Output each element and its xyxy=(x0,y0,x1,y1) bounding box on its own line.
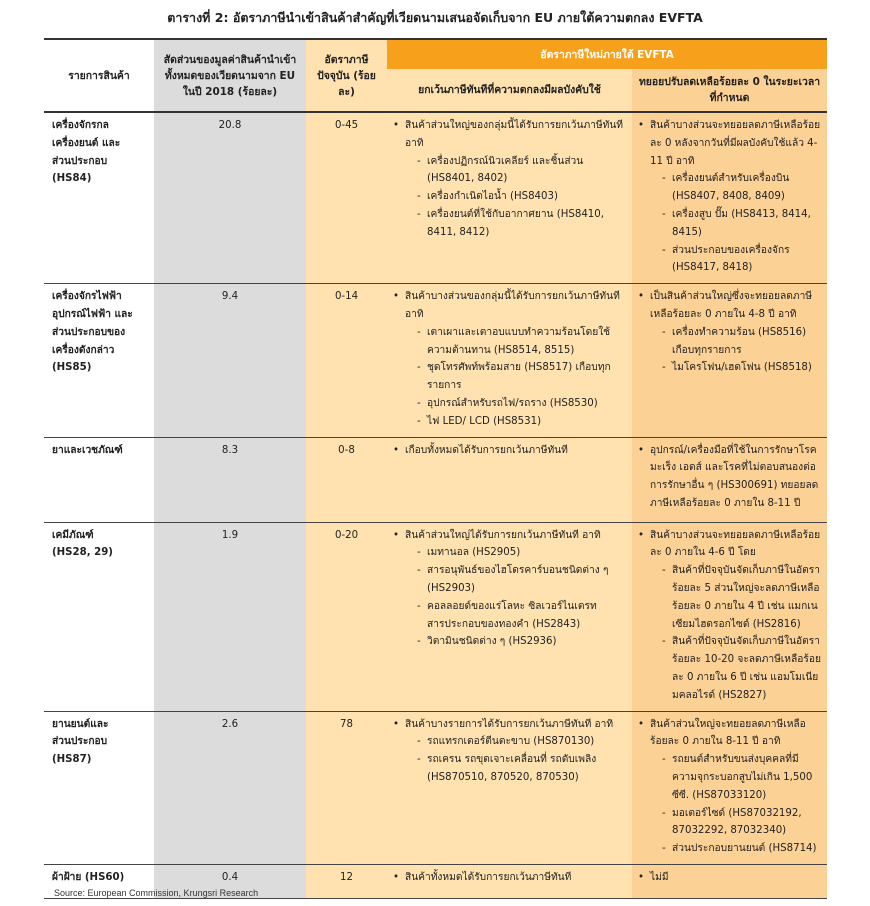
item-name-line: ผ้าฝ้าย (HS60) xyxy=(52,871,125,883)
item-name-line: (HS87) xyxy=(52,754,92,766)
header-immediate: ยกเว้นภาษีทันทีที่ความตกลงมีผลบังคับใช้ xyxy=(387,69,632,112)
item-name-line: ส่วนประกอบ xyxy=(52,736,108,748)
sub-item: - รถเครน รถขุดเจาะเคลื่อนที่ รถดับเพลิง (HS870510, 870520, 870530) xyxy=(417,751,626,787)
bullet-item xyxy=(393,527,626,652)
table-row xyxy=(44,522,827,711)
sub-item: - เมทานอล (HS2905) xyxy=(417,544,626,562)
item-name-line: เครื่องจักรไฟฟ้า xyxy=(52,291,122,303)
cell-immediate xyxy=(387,864,632,898)
item-name-line: (HS85) xyxy=(52,362,92,374)
cell-current-rate: 78 xyxy=(306,711,387,864)
cell-share: 20.8 xyxy=(154,112,306,284)
sub-item: - เตาเผาและเตาอบแบบทำความร้อนโดยใช้ความต้านทาน (HS8514, 8515) xyxy=(417,324,626,360)
header-phase: ทยอยปรับลดเหลือร้อยละ 0 ในระยะเวลาที่กำหนด xyxy=(632,69,827,112)
tariff-table xyxy=(44,38,827,899)
cell-current-rate: 0-45 xyxy=(306,112,387,284)
sub-item: - เครื่องยนต์ที่ใช้กับอากาศยาน (HS8410, 8411, 8412) xyxy=(417,206,626,242)
bullet-item xyxy=(638,117,821,277)
bullet-item xyxy=(393,288,626,430)
cell-immediate xyxy=(387,112,632,284)
bullet-item xyxy=(638,716,821,858)
cell-item xyxy=(44,437,154,522)
cell-item xyxy=(44,284,154,437)
sub-item: - สินค้าที่ปัจจุบันจัดเก็บภาษีในอัตราร้อยละ 10-20 จะลดภาษีเหลือร้อยละ 0 ภายใน 6 ปี เช่น แอมโมเนียมคลอไรด์ (HS2827) xyxy=(662,633,821,704)
cell-item xyxy=(44,522,154,711)
item-name-line: เครื่องยนต์ และ xyxy=(52,137,121,149)
source-note: Source: European Commission, Krungsri Research xyxy=(54,888,259,898)
table-title: ตารางที่ 2: อัตราภาษีนำเข้าสินค้าสำคัญที่เวียดนามเสนอจัดเก็บจาก EU ภายใต้ความตกลง EVFTA xyxy=(167,10,703,25)
sub-item: - เครื่องกำเนิดไอน้ำ (HS8403) xyxy=(417,188,626,206)
header-current-rate: อัตราภาษีปัจจุบัน (ร้อยละ) xyxy=(306,39,387,112)
cell-current-rate: 0-20 xyxy=(306,522,387,711)
table-row xyxy=(44,284,827,437)
cell-current-rate: 12 xyxy=(306,864,387,898)
header-share: สัดส่วนของมูลค่าสินค้านำเข้าทั้งหมดของเวียดนามจาก EU ในปี 2018 (ร้อยละ) xyxy=(154,39,306,112)
cell-share: 8.3 xyxy=(154,437,306,522)
table-row xyxy=(44,112,827,284)
bullet-item xyxy=(393,869,626,887)
cell-immediate xyxy=(387,284,632,437)
bullet-item xyxy=(393,716,626,787)
sub-item: - คอลลอยด์ของแร่โลหะ ซิลเวอร์ไนเตรท สารประกอบของทองคำ (HS2843) xyxy=(417,598,626,634)
bullet-text: สินค้าส่วนใหญ่ของกลุ่มนี้ได้รับการยกเว้นภาษีทันที อาทิ xyxy=(405,120,624,149)
table-row xyxy=(44,711,827,864)
bullet-text: สินค้าบางรายการได้รับการยกเว้นภาษีทันที อาทิ xyxy=(405,718,614,730)
sub-item: - ส่วนประกอบยานยนต์ (HS8714) xyxy=(662,840,821,858)
item-name-line: ยาและเวชภัณฑ์ xyxy=(52,444,123,456)
sub-item: - เครื่องปฏิกรณ์นิวเคลียร์ และชิ้นส่วน (HS8401, 8402) xyxy=(417,153,626,189)
bullet-item xyxy=(393,442,626,460)
item-name-line: เคมีภัณฑ์ xyxy=(52,529,94,541)
sub-item: - สินค้าที่ปัจจุบันจัดเก็บภาษีในอัตราร้อยละ 5 ส่วนใหญ่จะลดภาษีเหลือร้อยละ 0 ภายใน 4 ปี เช่น แมกเนเซียมไฮดรอกไซด์ (HS2816) xyxy=(662,562,821,633)
item-name-line: (HS28, 29) xyxy=(52,547,113,559)
cell-immediate xyxy=(387,711,632,864)
sub-item: - ไฟ LED/ LCD (HS8531) xyxy=(417,413,626,431)
bullet-text: สินค้าบางส่วนจะทยอยลดภาษีเหลือร้อยละ 0 ภายใน 4-6 ปี โดย xyxy=(650,529,821,559)
cell-share: 1.9 xyxy=(154,522,306,711)
cell-share: 9.4 xyxy=(154,284,306,437)
cell-phase xyxy=(632,522,827,711)
cell-phase xyxy=(632,711,827,864)
bullet-item xyxy=(393,117,626,242)
bullet-text: สินค้าส่วนใหญ่จะทยอยลดภาษีเหลือร้อยละ 0 ภายใน 8-11 ปี อาทิ xyxy=(650,718,806,748)
item-name-line: ส่วนประกอบของ xyxy=(52,326,126,338)
sub-item: - ไมโครโฟน/เฮดโฟน (HS8518) xyxy=(662,359,821,377)
bullet-text: อุปกรณ์/เครื่องมือที่ใช้ในการรักษาโรคมะเร็ง เอดส์ และโรคที่ไม่ตอบสนองต่อการรักษาอื่น ๆ (HS300691) ทยอยลดภาษีเหลือร้อยละ 0 ภายใน 8-11 ปี xyxy=(650,444,819,509)
bullet-text: สินค้าบางส่วนของกลุ่มนี้ได้รับการยกเว้นภาษีทันที อาทิ xyxy=(405,291,620,320)
bullet-text: ไม่มี xyxy=(650,871,669,883)
sub-item: - วิตามินชนิดต่าง ๆ (HS2936) xyxy=(417,633,626,651)
bullet-item xyxy=(638,869,821,887)
cell-share: 0.4 xyxy=(154,864,306,898)
bullet-text: สินค้าบางส่วนจะทยอยลดภาษีเหลือร้อยละ 0 หลังจากวันที่มีผลบังคับใช้แล้ว 4-11 ปี อาทิ xyxy=(650,120,821,167)
sub-item: - เครื่องทำความร้อน (HS8516) เกือบทุกรายการ xyxy=(662,324,821,360)
cell-phase xyxy=(632,864,827,898)
item-name-line: เครื่องจักรกล xyxy=(52,120,109,131)
sub-item: - มอเตอร์ไซด์ (HS87032192, 87032292, 87032340) xyxy=(662,805,821,841)
sub-item: - เครื่องยนต์สำหรับเครื่องบิน (HS8407, 8408, 8409) xyxy=(662,170,821,206)
cell-item xyxy=(44,711,154,864)
cell-share: 2.6 xyxy=(154,711,306,864)
cell-immediate xyxy=(387,437,632,522)
item-name-line: (HS84) xyxy=(52,173,92,185)
bullet-item xyxy=(638,288,821,377)
cell-phase xyxy=(632,437,827,522)
cell-current-rate: 0-14 xyxy=(306,284,387,437)
bullet-text: สินค้าทั้งหมดได้รับการยกเว้นภาษีทันที xyxy=(405,871,572,883)
item-name-line: เครื่องดังกล่าว xyxy=(52,344,115,356)
cell-current-rate: 0-8 xyxy=(306,437,387,522)
table-row xyxy=(44,437,827,522)
sub-item: - สารอนุพันธ์ของไฮโดรคาร์บอนชนิดต่าง ๆ (HS2903) xyxy=(417,562,626,598)
bullet-text: สินค้าส่วนใหญ่ได้รับการยกเว้นภาษีทันที อาทิ xyxy=(405,529,601,541)
sub-item: - รถแทรกเตอร์ตีนตะขาบ (HS870130) xyxy=(417,733,626,751)
bullet-item xyxy=(638,442,821,513)
cell-item xyxy=(44,112,154,284)
sub-item: - รถยนต์สำหรับขนส่งบุคคลที่มีความจุกระบอกสูบไม่เกิน 1,500 ซีซี. (HS87033120) xyxy=(662,751,821,804)
item-name-line: ส่วนประกอบ xyxy=(52,155,108,167)
cell-phase xyxy=(632,284,827,437)
item-name-line: อุปกรณ์ไฟฟ้า และ xyxy=(52,308,133,320)
sub-item: - ส่วนประกอบของเครื่องจักร (HS8417, 8418) xyxy=(662,242,821,278)
header-item: รายการสินค้า xyxy=(44,39,154,112)
bullet-text: เกือบทั้งหมดได้รับการยกเว้นภาษีทันที xyxy=(405,444,568,456)
sub-item: - อุปกรณ์สำหรับรถไฟ/รถราง (HS8530) xyxy=(417,395,626,413)
item-name-line: ยานยนต์และ xyxy=(52,718,109,730)
bullet-text: เป็นสินค้าส่วนใหญ่ซึ่งจะทยอยลดภาษีเหลือร้อยละ 0 ภายใน 4-8 ปี อาทิ xyxy=(650,291,813,320)
sub-item: - เครื่องสูบ ปั๊ม (HS8413, 8414, 8415) xyxy=(662,206,821,242)
header-new-rate: อัตราภาษีใหม่ภายใต้ EVFTA xyxy=(387,39,827,69)
sub-item: - ชุดโทรศัพท์พร้อมสาย (HS8517) เกือบทุกรายการ xyxy=(417,359,626,395)
cell-immediate xyxy=(387,522,632,711)
cell-phase xyxy=(632,112,827,284)
bullet-item xyxy=(638,527,821,705)
